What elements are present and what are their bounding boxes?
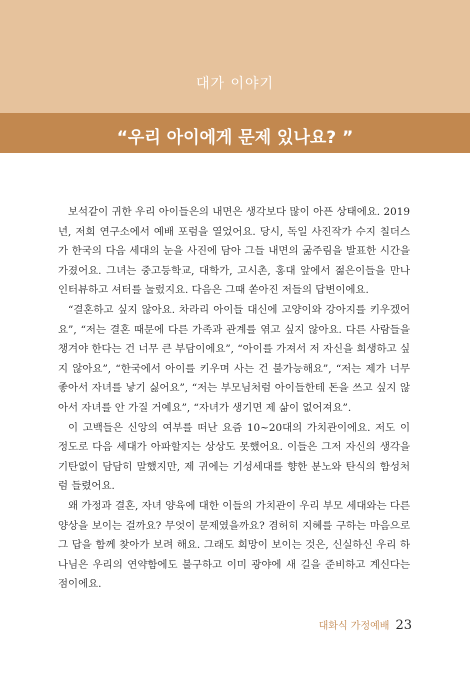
paragraph: “결혼하고 싶지 않아요. 차라리 아이들 대신에 고양이와 강아지를 키우겠어요”, “저는 결혼 때문에 다른 가족과 관계를 엮고 싶지 않아요. 다른 사람들을 챙겨야 한다는 건 너무 큰 부담이에요”, “아이를 가져서 저 자신을 희생하고 싶지 않아요”, “한국에서 아이를 키우며 사는 건 불가능해요”, “저는 제가 너무 좋아서 자녀를 낳기 싫어요”, “저는 부모님처럼 아이들한테 돈을 쓰고 싶지 않아서 자녀를 안 가질 거예요”, “자녀가 생기면 제 삶이 없어져요”. — [58, 303, 410, 414]
paragraph: 이 고백들은 신앙의 여부를 떠난 요즘 10~20대의 가치관이에요. 저도 이 정도로 다음 세대가 아파할지는 상상도 못했어요. 이들은 그저 자신의 생각을 기탄없이 담담히 말했지만, 제 귀에는 기성세대를 향한 분노와 탄식의 함성처럼 들렸어요. — [58, 421, 410, 493]
paragraph: 보석같이 귀한 우리 아이들은의 내면은 생각보다 많이 아픈 상태에요. 2019년, 저희 연구소에서 예배 포럼을 열었어요. 당시, 독일 사진작가 수지 칠더스가 한국의 다음 세대의 눈을 사진에 담아 그들 내면의 굶주림을 발표한 시간을 가졌어요. 그녀는 중고등학교, 대학가, 고시촌, 홍대 앞에서 젊은이들을 만나 인터뷰하고 셔터를 눌렀지요. 다음은 그때 쏟아진 저들의 답변이에요. — [58, 206, 410, 297]
body-text — [58, 203, 410, 595]
paragraph: 왜 가정과 결혼, 자녀 양육에 대한 이들의 가치관이 우리 부모 세대와는 다른 양상을 보이는 걸까요? 무엇이 문제였을까요? 겸허히 지혜를 구하는 마음으로 그 답을 함께 찾아가 보려 해요. 그래도 희망이 보이는 것은, 신실하신 우리 하나님은 우리의 연약함에도 불구하고 이미 광야에 새 길을 준비하고 계신다는 점이에요. — [58, 499, 410, 591]
page-title: “우리 아이에게 문제 있나요? ” — [116, 128, 354, 148]
running-footer-title: 대화식 가정예배 — [318, 621, 390, 632]
page-number: 23 — [395, 618, 412, 633]
page-footer — [319, 617, 412, 633]
header-band — [0, 0, 470, 113]
section-label: 대가 이야기 — [195, 76, 275, 92]
